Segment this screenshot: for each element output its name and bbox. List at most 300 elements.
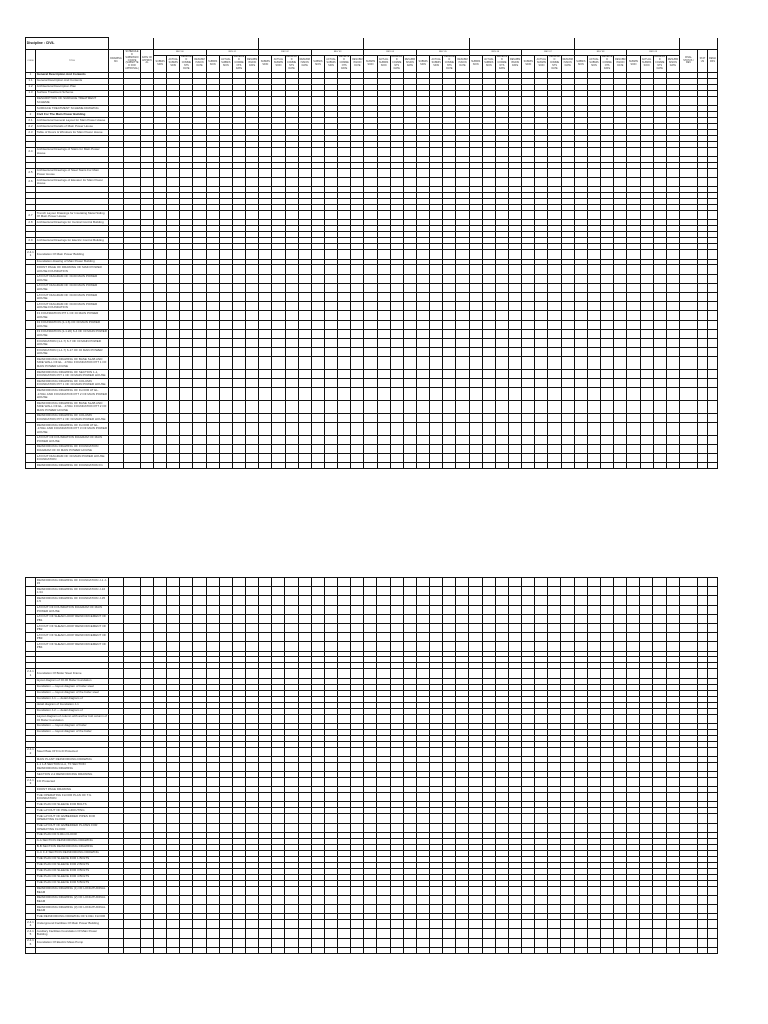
empty-cell[interactable] (259, 211, 272, 220)
empty-cell[interactable] (707, 283, 717, 292)
empty-cell[interactable] (141, 714, 154, 723)
empty-cell[interactable] (324, 348, 337, 357)
empty-cell[interactable] (338, 250, 351, 259)
empty-cell[interactable] (679, 379, 697, 388)
empty-cell[interactable] (311, 178, 324, 187)
empty-cell[interactable] (587, 302, 600, 311)
empty-cell[interactable] (522, 413, 535, 422)
empty-cell[interactable] (429, 587, 442, 596)
empty-cell[interactable] (193, 413, 206, 422)
empty-cell[interactable] (482, 623, 495, 632)
empty-cell[interactable] (351, 747, 364, 756)
empty-cell[interactable] (232, 463, 245, 469)
empty-cell[interactable] (614, 320, 627, 329)
empty-cell[interactable] (666, 329, 679, 338)
empty-cell[interactable] (219, 463, 232, 469)
empty-cell[interactable] (180, 293, 193, 302)
empty-cell[interactable] (587, 329, 600, 338)
empty-cell[interactable] (351, 311, 364, 320)
empty-cell[interactable] (109, 422, 124, 435)
empty-cell[interactable] (272, 793, 285, 802)
empty-cell[interactable] (666, 605, 679, 614)
empty-cell[interactable] (403, 147, 416, 156)
empty-cell[interactable] (338, 283, 351, 292)
empty-cell[interactable] (469, 895, 482, 904)
empty-cell[interactable] (167, 311, 180, 320)
empty-cell[interactable] (697, 401, 707, 414)
empty-cell[interactable] (417, 370, 430, 379)
empty-cell[interactable] (403, 379, 416, 388)
empty-cell[interactable] (272, 578, 285, 587)
empty-cell[interactable] (548, 283, 561, 292)
empty-cell[interactable] (154, 274, 167, 283)
empty-cell[interactable] (364, 293, 377, 302)
empty-cell[interactable] (219, 578, 232, 587)
empty-cell[interactable] (574, 388, 587, 401)
empty-cell[interactable] (600, 886, 613, 895)
empty-cell[interactable] (574, 886, 587, 895)
empty-cell[interactable] (416, 669, 429, 678)
empty-cell[interactable] (109, 320, 124, 329)
empty-cell[interactable] (508, 904, 521, 913)
empty-cell[interactable] (390, 147, 403, 156)
empty-cell[interactable] (246, 669, 259, 678)
empty-cell[interactable] (666, 401, 679, 414)
empty-cell[interactable] (232, 293, 245, 302)
empty-cell[interactable] (614, 96, 627, 105)
empty-cell[interactable] (627, 762, 640, 771)
empty-cell[interactable] (697, 463, 707, 469)
empty-cell[interactable] (141, 357, 154, 370)
empty-cell[interactable] (272, 311, 285, 320)
empty-cell[interactable] (180, 886, 193, 895)
empty-cell[interactable] (246, 178, 259, 187)
empty-cell[interactable] (246, 370, 259, 379)
empty-cell[interactable] (232, 920, 245, 929)
empty-cell[interactable] (259, 895, 272, 904)
empty-cell[interactable] (574, 168, 587, 177)
empty-cell[interactable] (377, 320, 390, 329)
empty-cell[interactable] (509, 413, 522, 422)
empty-cell[interactable] (109, 463, 124, 469)
empty-cell[interactable] (548, 778, 561, 787)
empty-cell[interactable] (456, 422, 469, 435)
empty-cell[interactable] (206, 886, 219, 895)
empty-cell[interactable] (653, 623, 666, 632)
empty-cell[interactable] (613, 614, 626, 623)
empty-cell[interactable] (456, 642, 469, 651)
empty-cell[interactable] (443, 211, 456, 220)
empty-cell[interactable] (324, 250, 337, 259)
empty-cell[interactable] (219, 714, 232, 723)
empty-cell[interactable] (351, 422, 364, 435)
empty-cell[interactable] (640, 147, 653, 156)
empty-cell[interactable] (522, 329, 535, 338)
empty-cell[interactable] (535, 920, 548, 929)
empty-cell[interactable] (259, 605, 272, 614)
empty-cell[interactable] (109, 370, 124, 379)
empty-cell[interactable] (666, 454, 679, 463)
empty-cell[interactable] (193, 435, 206, 444)
empty-cell[interactable] (482, 370, 495, 379)
empty-cell[interactable] (614, 444, 627, 453)
empty-cell[interactable] (653, 605, 666, 614)
empty-cell[interactable] (535, 596, 548, 605)
empty-cell[interactable] (141, 265, 154, 274)
empty-cell[interactable] (351, 293, 364, 302)
empty-cell[interactable] (574, 578, 587, 587)
empty-cell[interactable] (495, 147, 508, 156)
empty-cell[interactable] (548, 895, 561, 904)
empty-cell[interactable] (206, 614, 219, 623)
empty-cell[interactable] (272, 614, 285, 623)
empty-cell[interactable] (482, 422, 495, 435)
empty-cell[interactable] (390, 311, 403, 320)
empty-cell[interactable] (587, 578, 600, 587)
empty-cell[interactable] (587, 814, 600, 823)
empty-cell[interactable] (351, 947, 364, 953)
empty-cell[interactable] (613, 623, 626, 632)
empty-cell[interactable] (311, 633, 324, 642)
empty-cell[interactable] (707, 578, 717, 587)
empty-cell[interactable] (298, 293, 311, 302)
empty-cell[interactable] (587, 422, 600, 435)
empty-cell[interactable] (154, 747, 167, 756)
empty-cell[interactable] (377, 311, 390, 320)
empty-cell[interactable] (403, 747, 416, 756)
empty-cell[interactable] (377, 435, 390, 444)
empty-cell[interactable] (232, 587, 245, 596)
empty-cell[interactable] (535, 388, 548, 401)
empty-cell[interactable] (338, 147, 351, 156)
empty-cell[interactable] (429, 938, 442, 947)
empty-cell[interactable] (272, 596, 285, 605)
empty-cell[interactable] (587, 669, 600, 678)
empty-cell[interactable] (640, 348, 653, 357)
empty-cell[interactable] (390, 388, 403, 401)
empty-cell[interactable] (508, 778, 521, 787)
empty-cell[interactable] (482, 320, 495, 329)
empty-cell[interactable] (324, 823, 337, 832)
empty-cell[interactable] (679, 357, 697, 370)
empty-cell[interactable] (311, 793, 324, 802)
empty-cell[interactable] (416, 605, 429, 614)
empty-cell[interactable] (469, 904, 482, 913)
empty-cell[interactable] (456, 283, 469, 292)
empty-cell[interactable] (193, 929, 206, 938)
empty-cell[interactable] (443, 274, 456, 283)
empty-cell[interactable] (167, 886, 180, 895)
empty-cell[interactable] (311, 886, 324, 895)
empty-cell[interactable] (232, 929, 245, 938)
empty-cell[interactable] (259, 669, 272, 678)
empty-cell[interactable] (154, 311, 167, 320)
empty-cell[interactable] (285, 388, 298, 401)
empty-cell[interactable] (601, 338, 614, 347)
empty-cell[interactable] (627, 250, 640, 259)
empty-cell[interactable] (587, 778, 600, 787)
empty-cell[interactable] (206, 904, 219, 913)
empty-cell[interactable] (456, 329, 469, 338)
empty-cell[interactable] (364, 895, 377, 904)
empty-cell[interactable] (640, 596, 653, 605)
empty-cell[interactable] (338, 274, 351, 283)
empty-cell[interactable] (482, 147, 495, 156)
empty-cell[interactable] (206, 329, 219, 338)
empty-cell[interactable] (443, 422, 456, 435)
empty-cell[interactable] (154, 895, 167, 904)
empty-cell[interactable] (193, 778, 206, 787)
empty-cell[interactable] (522, 283, 535, 292)
empty-cell[interactable] (219, 929, 232, 938)
empty-cell[interactable] (574, 283, 587, 292)
empty-cell[interactable] (666, 895, 679, 904)
empty-cell[interactable] (653, 444, 666, 453)
empty-cell[interactable] (285, 338, 298, 347)
empty-cell[interactable] (697, 370, 707, 379)
empty-cell[interactable] (495, 895, 508, 904)
empty-cell[interactable] (377, 329, 390, 338)
empty-cell[interactable] (141, 938, 154, 947)
empty-cell[interactable] (482, 454, 495, 463)
empty-cell[interactable] (601, 178, 614, 187)
empty-cell[interactable] (141, 929, 154, 938)
empty-cell[interactable] (324, 211, 337, 220)
empty-cell[interactable] (351, 302, 364, 311)
empty-cell[interactable] (495, 633, 508, 642)
empty-cell[interactable] (469, 642, 482, 651)
empty-cell[interactable] (403, 596, 416, 605)
empty-cell[interactable] (495, 168, 508, 177)
empty-cell[interactable] (614, 168, 627, 177)
empty-cell[interactable] (482, 920, 495, 929)
empty-cell[interactable] (456, 379, 469, 388)
empty-cell[interactable] (574, 413, 587, 422)
empty-cell[interactable] (403, 211, 416, 220)
empty-cell[interactable] (443, 348, 456, 357)
empty-cell[interactable] (653, 823, 666, 832)
empty-cell[interactable] (429, 814, 442, 823)
empty-cell[interactable] (141, 778, 154, 787)
empty-cell[interactable] (338, 578, 351, 587)
empty-cell[interactable] (561, 401, 574, 414)
empty-cell[interactable] (548, 274, 561, 283)
empty-cell[interactable] (232, 379, 245, 388)
empty-cell[interactable] (180, 596, 193, 605)
empty-cell[interactable] (707, 778, 717, 787)
empty-cell[interactable] (697, 357, 707, 370)
empty-cell[interactable] (124, 642, 141, 651)
empty-cell[interactable] (206, 178, 219, 187)
empty-cell[interactable] (416, 578, 429, 587)
empty-cell[interactable] (601, 265, 614, 274)
empty-cell[interactable] (456, 211, 469, 220)
empty-cell[interactable] (298, 379, 311, 388)
empty-cell[interactable] (285, 614, 298, 623)
empty-cell[interactable] (311, 147, 324, 156)
empty-cell[interactable] (417, 413, 430, 422)
empty-cell[interactable] (653, 96, 666, 105)
empty-cell[interactable] (364, 338, 377, 347)
empty-cell[interactable] (324, 886, 337, 895)
empty-cell[interactable] (697, 329, 707, 338)
empty-cell[interactable] (272, 338, 285, 347)
empty-cell[interactable] (469, 596, 482, 605)
empty-cell[interactable] (495, 265, 508, 274)
empty-cell[interactable] (495, 302, 508, 311)
empty-cell[interactable] (364, 587, 377, 596)
empty-cell[interactable] (509, 379, 522, 388)
empty-cell[interactable] (298, 370, 311, 379)
empty-cell[interactable] (403, 904, 416, 913)
empty-cell[interactable] (640, 938, 653, 947)
empty-cell[interactable] (495, 642, 508, 651)
empty-cell[interactable] (679, 250, 697, 259)
empty-cell[interactable] (298, 311, 311, 320)
empty-cell[interactable] (167, 904, 180, 913)
empty-cell[interactable] (246, 714, 259, 723)
empty-cell[interactable] (272, 96, 285, 105)
empty-cell[interactable] (141, 422, 154, 435)
empty-cell[interactable] (574, 793, 587, 802)
empty-cell[interactable] (390, 435, 403, 444)
empty-cell[interactable] (587, 379, 600, 388)
empty-cell[interactable] (561, 274, 574, 283)
empty-cell[interactable] (653, 938, 666, 947)
empty-cell[interactable] (141, 338, 154, 347)
empty-cell[interactable] (285, 747, 298, 756)
empty-cell[interactable] (429, 714, 442, 723)
empty-cell[interactable] (600, 938, 613, 947)
empty-cell[interactable] (613, 814, 626, 823)
empty-cell[interactable] (193, 329, 206, 338)
empty-cell[interactable] (272, 642, 285, 651)
empty-cell[interactable] (574, 596, 587, 605)
empty-cell[interactable] (285, 293, 298, 302)
empty-cell[interactable] (443, 388, 456, 401)
empty-cell[interactable] (193, 274, 206, 283)
empty-cell[interactable] (548, 669, 561, 678)
empty-cell[interactable] (600, 633, 613, 642)
empty-cell[interactable] (443, 454, 456, 463)
empty-cell[interactable] (521, 778, 534, 787)
empty-cell[interactable] (390, 596, 403, 605)
empty-cell[interactable] (351, 96, 364, 105)
empty-cell[interactable] (124, 348, 141, 357)
empty-cell[interactable] (377, 747, 390, 756)
empty-cell[interactable] (416, 714, 429, 723)
empty-cell[interactable] (338, 178, 351, 187)
empty-cell[interactable] (482, 401, 495, 414)
empty-cell[interactable] (206, 435, 219, 444)
empty-cell[interactable] (601, 147, 614, 156)
empty-cell[interactable] (707, 435, 717, 444)
empty-cell[interactable] (232, 168, 245, 177)
empty-cell[interactable] (587, 413, 600, 422)
empty-cell[interactable] (522, 250, 535, 259)
empty-cell[interactable] (180, 211, 193, 220)
empty-cell[interactable] (666, 762, 679, 771)
empty-cell[interactable] (561, 96, 574, 105)
empty-cell[interactable] (246, 388, 259, 401)
empty-cell[interactable] (219, 920, 232, 929)
empty-cell[interactable] (364, 320, 377, 329)
empty-cell[interactable] (124, 302, 141, 311)
empty-cell[interactable] (430, 463, 443, 469)
empty-cell[interactable] (443, 370, 456, 379)
empty-cell[interactable] (509, 454, 522, 463)
empty-cell[interactable] (298, 793, 311, 802)
empty-cell[interactable] (679, 596, 697, 605)
empty-cell[interactable] (246, 283, 259, 292)
empty-cell[interactable] (495, 370, 508, 379)
empty-cell[interactable] (430, 293, 443, 302)
empty-cell[interactable] (259, 587, 272, 596)
empty-cell[interactable] (272, 714, 285, 723)
empty-cell[interactable] (403, 633, 416, 642)
empty-cell[interactable] (561, 578, 574, 587)
empty-cell[interactable] (167, 178, 180, 187)
empty-cell[interactable] (259, 357, 272, 370)
empty-cell[interactable] (167, 714, 180, 723)
empty-cell[interactable] (587, 587, 600, 596)
empty-cell[interactable] (167, 747, 180, 756)
empty-cell[interactable] (679, 614, 697, 623)
empty-cell[interactable] (508, 614, 521, 623)
empty-cell[interactable] (259, 614, 272, 623)
empty-cell[interactable] (298, 302, 311, 311)
empty-cell[interactable] (109, 920, 124, 929)
empty-cell[interactable] (390, 293, 403, 302)
empty-cell[interactable] (417, 168, 430, 177)
empty-cell[interactable] (614, 422, 627, 435)
empty-cell[interactable] (417, 250, 430, 259)
empty-cell[interactable] (574, 714, 587, 723)
empty-cell[interactable] (456, 311, 469, 320)
empty-cell[interactable] (167, 823, 180, 832)
empty-cell[interactable] (416, 938, 429, 947)
empty-cell[interactable] (522, 388, 535, 401)
empty-cell[interactable] (509, 444, 522, 453)
empty-cell[interactable] (697, 778, 707, 787)
empty-cell[interactable] (640, 578, 653, 587)
empty-cell[interactable] (259, 338, 272, 347)
empty-cell[interactable] (351, 413, 364, 422)
empty-cell[interactable] (246, 265, 259, 274)
empty-cell[interactable] (697, 379, 707, 388)
empty-cell[interactable] (390, 886, 403, 895)
empty-cell[interactable] (154, 669, 167, 678)
empty-cell[interactable] (495, 454, 508, 463)
empty-cell[interactable] (679, 938, 697, 947)
empty-cell[interactable] (259, 444, 272, 453)
empty-cell[interactable] (154, 413, 167, 422)
empty-cell[interactable] (219, 388, 232, 401)
empty-cell[interactable] (246, 578, 259, 587)
empty-cell[interactable] (561, 895, 574, 904)
empty-cell[interactable] (521, 578, 534, 587)
empty-cell[interactable] (697, 444, 707, 453)
empty-cell[interactable] (574, 379, 587, 388)
empty-cell[interactable] (535, 938, 548, 947)
empty-cell[interactable] (640, 920, 653, 929)
empty-cell[interactable] (535, 587, 548, 596)
empty-cell[interactable] (508, 895, 521, 904)
empty-cell[interactable] (141, 669, 154, 678)
empty-cell[interactable] (180, 147, 193, 156)
empty-cell[interactable] (206, 302, 219, 311)
empty-cell[interactable] (653, 168, 666, 177)
